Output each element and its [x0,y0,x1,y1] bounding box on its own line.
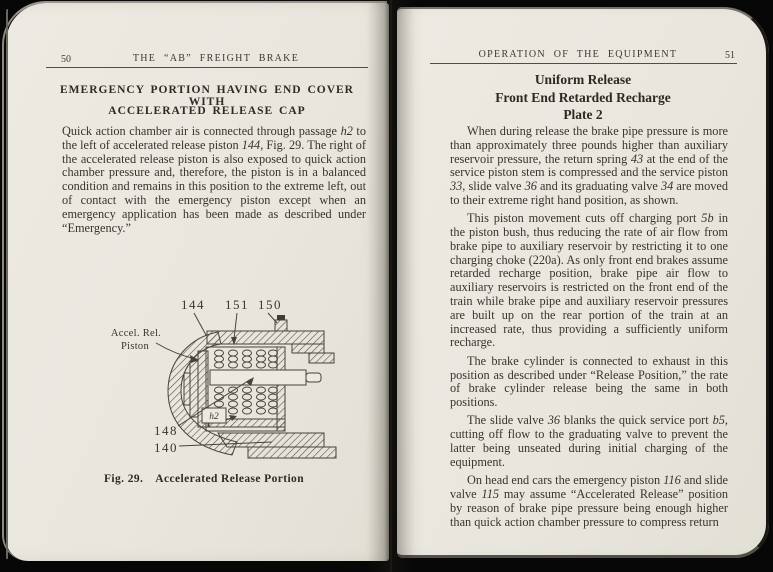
section-heading-line2: ACCELERATED RELEASE CAP [108,105,306,117]
figure-label-144: 144 [181,297,205,312]
plate-heading-line1: Uniform Release [534,72,632,87]
right-step [309,353,334,363]
page-left [6,3,389,561]
flange-step [292,344,324,353]
figure-caption-number: Fig. 29. [103,473,144,485]
figure-label-151: 151 [225,297,249,312]
left-page-paragraph: Quick action chamber air is connected through passage h2 to the left of accelerated release piston 144, Fig. 29. The right of the accelerated release piston is also exposed to quick action chamber pressure and, therefore, the piston is in a balanced condition and remains in this position to the extreme left, out of contact with the emergency piston except when an emergency application has been made as described under “Emergency.” [62,124,367,235]
piston-follower [190,361,198,417]
figure-label-h2: h2 [209,412,219,422]
bottom-casting-upper [218,433,324,447]
figure-29-diagram [106,289,339,475]
section-heading-line1: EMERGENCY PORTION HAVING END COVER WITH [60,84,354,108]
bottom-casting-lower [248,447,336,458]
cap-bolt-head [277,315,285,320]
chamber-right-wall [277,347,285,431]
page-number-right: 51 [725,50,735,61]
header-rule-left [46,67,368,68]
paragraph: The slide valve 36 blanks the quick service port b5, cutting off flow to the graduating valve to prevent the latter being unseated during initial charging of the equipment. [450,413,728,469]
top-flange [207,331,324,344]
figure-label-148: 148 [154,423,178,438]
right-page-body [450,125,728,534]
plate-heading-line3: Plate 2 [563,107,603,122]
figure-label-140: 140 [154,440,178,455]
plate-heading-line2: Front End Retarded Recharge [495,89,671,105]
springs-upper [215,350,278,368]
plate-heading [432,71,734,124]
figure-caption [34,473,374,485]
paragraph: The brake cylinder is connected to exhaust in this position as described under “Release Position,” the rate of brake cylinder release being the same in both positions. [450,353,728,410]
figure-label-piston: Piston [120,341,150,352]
figure-caption-title: Accelerated Release Portion [155,473,305,485]
piston-rod-end [306,373,321,382]
figure-label-accel-rel: Accel. Rel. [110,328,162,339]
figure-label-150: 150 [258,297,282,312]
piston-nub [184,373,190,405]
page-number-left: 50 [61,54,71,65]
figure-29 [106,289,339,475]
piston-rod [210,370,306,385]
running-header-right: OPERATION OF THE EQUIPMENT [478,49,678,60]
cap-bolt [275,320,287,331]
page-right [397,7,769,558]
header-rule-right [430,63,737,64]
paragraph: This piston movement cuts off charging port 5b in the piston bush, thus reducing the rate of air flow from brake pipe to auxiliary reservoir by restricting it to one charging choke (220a). As only front end brakes assume retarded recharge position, brake pipe air flow to auxiliary reservoirs is restricted on the front end of the train while brake pipe and auxiliary reservoir pressures are built up on the rear portion of the train at an increased rate, thus providing a sufficiently uniform recharge. [450,211,729,350]
running-header-left: THE “AB” FREIGHT BRAKE [132,53,300,64]
paragraph: On head end cars the emergency piston 116 and slide valve 115 may assume “Accelerated Release” position by reason of brake pipe pressure being enough higher than quick action chamber pressure to compress return [450,473,728,529]
paragraph: When during release the brake pipe pressure is more than approximately three pounds higher than auxiliary reservoir pressure, the return spring 43 at the end of the service piston stem is compressed and the service piston 33, slide valve 36 and its graduating valve 34 are moved to their extreme right hand position, as shown. [450,124,728,207]
cross-section-drawing [156,313,336,458]
